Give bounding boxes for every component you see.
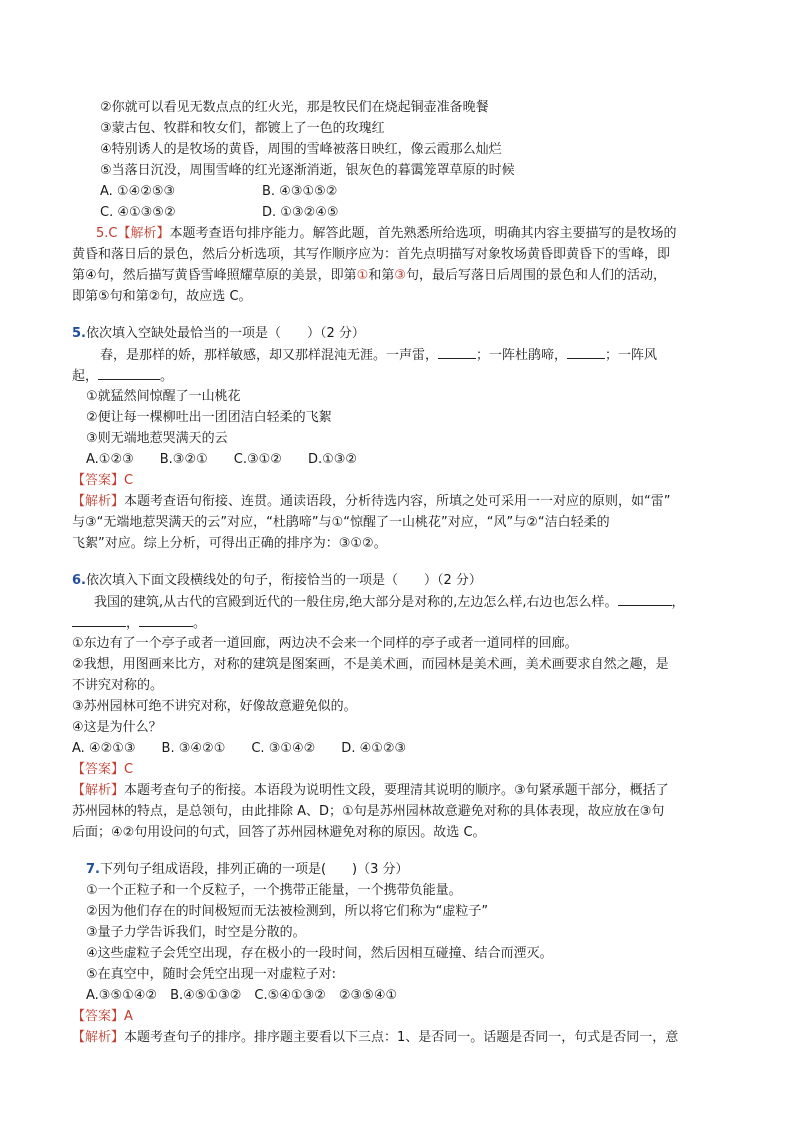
q6-blank-1 — [618, 591, 672, 606]
q6-explanation-line2: 苏州园林的特点，是总领句，由此排除 A、D；①句是苏州园林故意避免对称的具体表现，故应放在③句 — [72, 804, 665, 819]
q6-answer: 【答案】C — [72, 762, 134, 777]
q4-sentence-5: ⑤当落日沉没，周围雪峰的红光逐渐消逝，银灰色的暮霭笼罩草原的时候 — [100, 163, 515, 178]
q7-explanation-line1: 【解析】本题考查句子的排序。排序题主要看以下三点：1、是否同一。话题是否同一，句式是否同一，意 — [72, 1030, 679, 1045]
q4-option-b: B. ④③①⑤② — [262, 184, 338, 199]
q5-explanation-line1: 【解析】本题考查语句衔接、连贯。通读语段，分析待选内容，所填之处可采用一一对应的原则，如“雷” — [72, 494, 671, 509]
q4-explanation-line1: 5.C【解析】本题考查语句排序能力。解答此题，首先熟悉所给选项，明确其内容主要描写的是牧场的 — [96, 226, 677, 241]
q6-choices: A. ④②①③ B. ③④②① C. ③①④② D. ④①②③ — [72, 741, 407, 756]
q7-stem: 7.下列句子组成语段，排列正确的一项是( )（3 分） — [86, 862, 409, 877]
q6-option-4: ④这是为什么？ — [72, 720, 162, 735]
q5-stem: 5.依次填入空缺处最恰当的一项是（ ）（2 分） — [72, 326, 365, 341]
q6-blank-3 — [139, 612, 193, 627]
q5-blank-3 — [98, 365, 160, 380]
q4-explanation-line4: 即第⑤句和第②句，故应选 C。 — [72, 289, 252, 304]
q5-blank-2 — [567, 344, 605, 359]
q5-number: 5. — [72, 326, 86, 341]
q5-option-3: ③则无端地惹哭满天的云 — [86, 431, 228, 446]
q4-explanation-line2: 黄昏和落日后的景色，然后分析选项，其写作顺序应为：首先点明描写对象牧场黄昏即黄昏下的雪峰，即 — [72, 247, 671, 262]
q7-sentence-4: ④这些虚粒子会凭空出现，存在极小的一段时间，然后因相互碰撞、结合而湮灭。 — [86, 946, 553, 961]
q6-passage-line2: ， 。 — [72, 612, 206, 634]
q6-passage-line1: 我国的建筑,从古代的宫殿到近代的一般住房,绝大部分是对称的,左边怎么样,右边也怎么样。 ， — [94, 591, 685, 613]
q4-sentence-3: ③蒙古包、牧群和牧女们，都镀上了一色的玫瑰红 — [100, 121, 385, 136]
q4-explanation-line3: 第④句，然后描写黄昏雪峰照耀草原的美景，即第①和第③句，最后写落日后周围的景色和人们的活动， — [72, 268, 666, 283]
q7-number: 7. — [86, 862, 100, 877]
q5-explanation-line2: 与③“无端地惹哭满天的云”对应，“杜鹃啼”与①“惊醒了一山桃花”对应，“风”与②“洁白轻柔的 — [72, 515, 610, 530]
q5-passage-line1: 春，是那样的娇，那样敏感，却又那样混沌无涯。一声雷， ；一阵杜鹃啼， ；一阵风 — [100, 344, 657, 366]
q5-passage-line2: 起， 。 — [72, 365, 173, 387]
q5-option-2: ②便让每一棵柳吐出一团团洁白轻柔的飞絮 — [86, 410, 332, 425]
q5-blank-1 — [438, 344, 476, 359]
q6-option-3: ③苏州园林可绝不讲究对称，好像故意避免似的。 — [72, 699, 357, 714]
q5-answer: 【答案】C — [72, 473, 134, 488]
q4-answer-tag: 5.C【解析】 — [96, 226, 170, 241]
q4-sentence-2: ②你就可以看见无数点点的红火光，那是牧民们在烧起铜壶准备晚餐 — [100, 100, 489, 115]
q7-answer: 【答案】A — [72, 1009, 133, 1024]
q7-choices: A.③⑤①④② B.④⑤①③② C.⑤④①③② ②③⑤④① — [86, 988, 398, 1003]
q4-sentence-4: ④特别诱人的是牧场的黄昏，周围的雪峰被落日映红，像云霞那么灿烂 — [100, 142, 502, 157]
q5-option-1: ①就猛然间惊醒了一山桃花 — [86, 389, 241, 404]
q5-choices: A.①②③ B.③②① C.③①② D.①③② — [86, 452, 358, 467]
q6-option-2-cont: 不讲究对称的。 — [72, 678, 164, 693]
q6-option-1: ①东边有了一个亭子或者一道回廊，两边决不会来一个同样的亭子或者一道同样的回廊。 — [72, 636, 578, 651]
q6-stem: 6.依次填入下面文段横线处的句子，衔接恰当的一项是（ ）（2 分） — [72, 573, 482, 588]
q7-sentence-3: ③量子力学告诉我们，时空是分散的。 — [86, 925, 306, 940]
q4-option-a: A. ①④②⑤③ — [100, 184, 176, 199]
q6-option-2: ②我想，用图画来比方，对称的建筑是图案画，不是美术画，而园林是美术画，美术画要求自然之趣，是 — [72, 657, 669, 672]
q7-sentence-5: ⑤在真空中，随时会凭空出现一对虚粒子对: — [86, 967, 337, 982]
q6-number: 6. — [72, 573, 86, 588]
q5-explanation-line3: 飞絮”对应。综上分析，可得出正确的排序为：③①②。 — [72, 536, 387, 551]
q6-explanation-line3: 后面；④②句用设问的句式，回答了苏州园林避免对称的原因。故选 C。 — [72, 825, 486, 840]
q6-blank-2 — [72, 612, 126, 627]
q4-option-c: C. ④①③⑤② — [100, 205, 176, 220]
q7-sentence-1: ①一个正粒子和一个反粒子，一个携带正能量，一个携带负能量。 — [86, 883, 462, 898]
q6-explanation-line1: 【解析】本题考查句子的衔接。本语段为说明性文段，要理清其说明的顺序。③句紧承题干部分，概括了 — [72, 783, 669, 798]
q7-sentence-2: ②因为他们存在的时间极短而无法被检测到，所以将它们称为“虚粒子” — [86, 904, 489, 919]
q4-option-d: D. ①③②④⑤ — [262, 205, 339, 220]
